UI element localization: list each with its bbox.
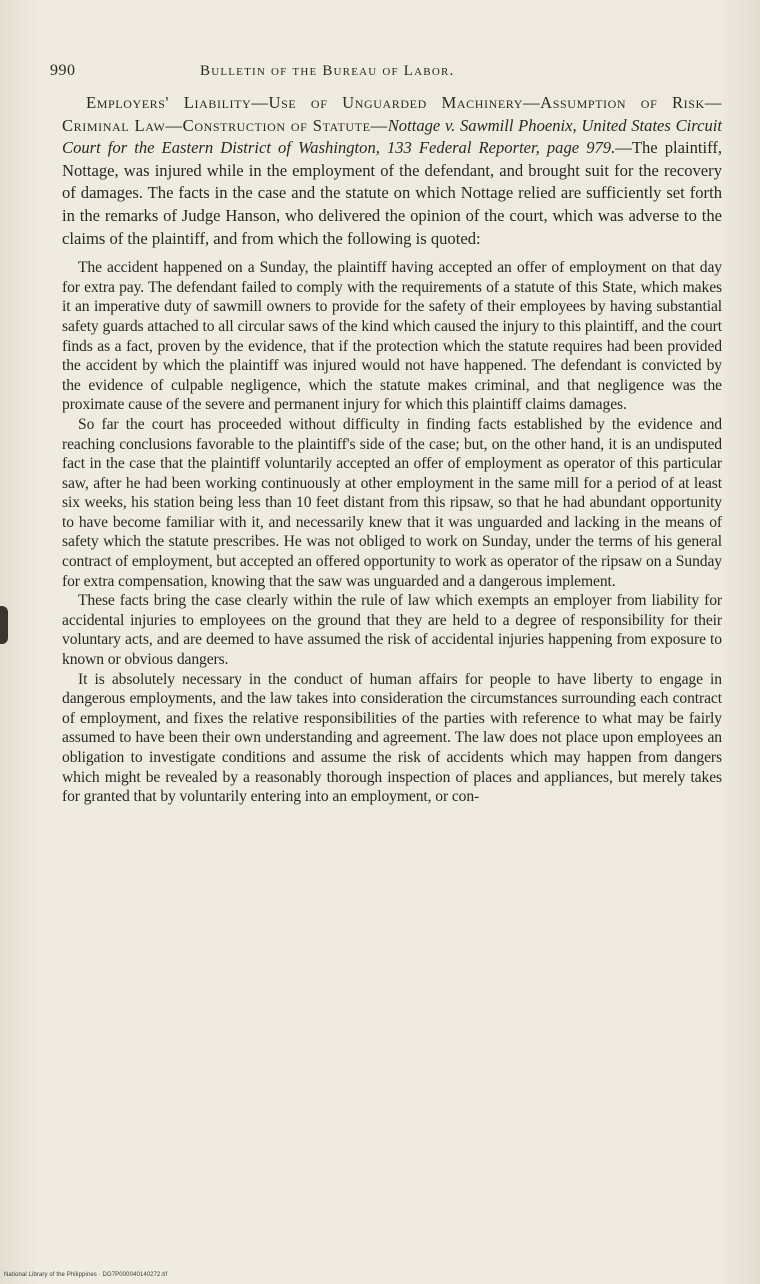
opinion-paragraph-2: So far the court has proceeded without difficulty in finding facts established by the evidence and reaching conclusions favorable to the plaintiff's side of the case; but, on the other hand, it is an undisputed fact in the case that the plaintiff voluntarily accepted an offer of employment as operator of this particular saw, after he had been working continuously at other employment in the same mill for a period of at least six weeks, his station being less than 10 feet distant from this ripsaw, so that he had abundant opportunity to have become familiar with it, and necessarily knew that it was unguarded and lacking in the means of safety which the statute prescribes. He was not obliged to work on Sunday, under the terms of his general contract of employment, but accepted an offered opportunity to work as operator of the ripsaw on a Sunday for extra compensation, knowing that the saw was unguarded and a dangerous implement.	[62, 415, 722, 590]
binding-edge-mark	[0, 606, 8, 644]
case-intro-paragraph	[62, 92, 722, 250]
opinion-paragraph-3: These facts bring the case clearly within the rule of law which exempts an employer from liability for accidental injuries to employees on the ground that they are held to a degree of responsibility for their voluntary acts, and are deemed to have assumed the risk of accidental injuries happening from exposure to known or obvious dangers.	[62, 592, 722, 669]
case-citation: Nottage v. Sawmill Phoenix, United States Circuit Court for the Eastern District of Washington, 133 Federal Reporter, page 979.	[62, 115, 722, 158]
case-headline: Employers' Liability—Use of Unguarded Machinery—Assumption of Risk—Criminal Law—Construction of Statute—	[62, 93, 722, 135]
running-head-title: Bulletin of the Bureau of Labor.	[200, 63, 455, 79]
page-number: 990	[50, 62, 76, 79]
case-summary: —The plaintiff, Nottage, was injured while in the employment of the defendant, and brought suit for the recovery of damages. The facts in the case and the statute on which Nottage relied are sufficiently set forth in the remarks of Judge Hanson, who delivered the opinion of the court, which was adverse to the claims of the plaintiff, and from which the following is quoted:	[62, 138, 722, 248]
opinion-paragraph-4: It is absolutely necessary in the conduct of human affairs for people to have liberty to engage in dangerous employments, and the law takes into consideration the circumstances surrounding each contract of employment, and fixes the relative responsibilities of the parties with reference to what may be fairly assumed to have been their own understanding and agreement. The law does not place upon employees an obligation to investigate conditions and assume the risk of accidents which may happen from dangers which might be revealed by a reasonably thorough inspection of places and appliances, but merely takes for granted that by voluntarily entering into an employment, or con-	[62, 670, 722, 806]
scan-footer: National Library of the Philippines · DG7P000040140272.tif	[4, 1272, 168, 1278]
page-content	[62, 92, 722, 807]
quoted-opinion	[62, 258, 722, 807]
opinion-paragraph-1: The accident happened on a Sunday, the plaintiff having accepted an offer of employment on that day for extra pay. The defendant failed to comply with the requirements of a statute of this State, which makes it an imperative duty of sawmill owners to provide for the safety of their employees by having substantial safety guards attached to all circular saws of the kind which caused the injury to this plaintiff, and the court finds as a fact, proven by the evidence, that if the protection which the statute requires had been provided the accident by which the plaintiff was injured would not have happened. The defendant is convicted by the evidence of culpable negligence, which the statute makes criminal, and that negligence was the proximate cause of the severe and permanent injury for which this plaintiff claims damages.	[62, 259, 722, 414]
